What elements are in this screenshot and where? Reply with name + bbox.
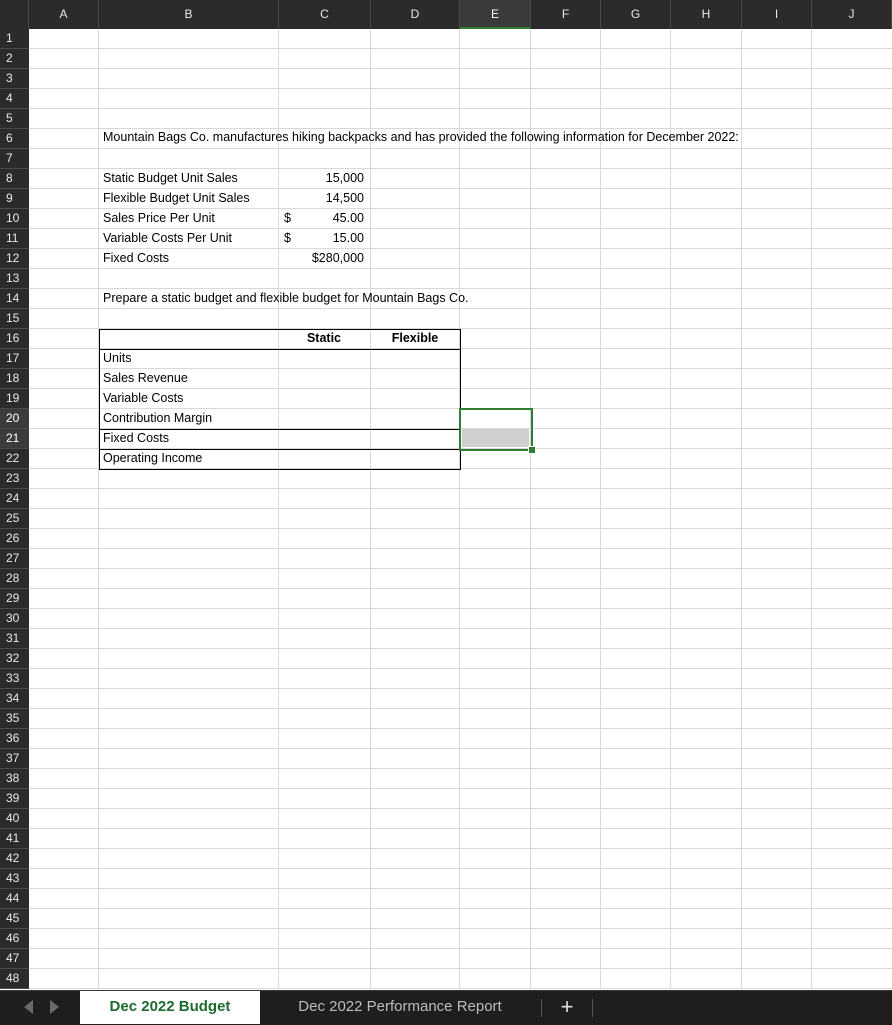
column-header-i[interactable]: I (742, 0, 812, 29)
row-header-31[interactable]: 31 (0, 629, 29, 649)
instruction-text[interactable]: Prepare a static budget and flexible budget for Mountain Bags Co. (103, 291, 469, 305)
table-row-label[interactable]: Variable Costs (103, 391, 184, 405)
column-header-f[interactable]: F (531, 0, 601, 29)
tab-dec-2022-budget[interactable]: Dec 2022 Budget (80, 991, 260, 1024)
selected-cell-range[interactable] (459, 408, 533, 451)
row-header-8[interactable]: 8 (0, 169, 29, 189)
info-value[interactable]: 15.00 (332, 231, 364, 245)
row-header-11[interactable]: 11 (0, 229, 29, 249)
row-header-17[interactable]: 17 (0, 349, 29, 369)
row-header-32[interactable]: 32 (0, 649, 29, 669)
next-sheet-icon[interactable] (50, 1000, 59, 1014)
info-value[interactable]: 15,000 (325, 171, 364, 185)
column-header-e[interactable]: E (460, 0, 531, 29)
row-header-47[interactable]: 47 (0, 949, 29, 969)
row-header-28[interactable]: 28 (0, 569, 29, 589)
column-header-c[interactable]: C (279, 0, 371, 29)
info-value[interactable]: $280,000 (311, 251, 364, 265)
table-row-label[interactable]: Sales Revenue (103, 371, 188, 385)
table-row-label[interactable]: Operating Income (103, 451, 203, 465)
tab-dec-2022-performance-report[interactable]: Dec 2022 Performance Report (298, 998, 502, 1015)
info-label[interactable]: Variable Costs Per Unit (103, 231, 232, 245)
row-header-1[interactable]: 1 (0, 29, 29, 49)
column-header-g[interactable]: G (601, 0, 671, 29)
row-header-19[interactable]: 19 (0, 389, 29, 409)
row-header-16[interactable]: 16 (0, 329, 29, 349)
row-header-37[interactable]: 37 (0, 749, 29, 769)
row-header-4[interactable]: 4 (0, 89, 29, 109)
fill-handle[interactable] (528, 446, 536, 454)
table-row-label[interactable]: Fixed Costs (103, 431, 169, 445)
add-sheet-button[interactable]: + (560, 994, 574, 1019)
info-label[interactable]: Static Budget Unit Sales (103, 171, 238, 185)
row-header-30[interactable]: 30 (0, 609, 29, 629)
row-header-3[interactable]: 3 (0, 69, 29, 89)
row-header-29[interactable]: 29 (0, 589, 29, 609)
row-header-36[interactable]: 36 (0, 729, 29, 749)
column-header-j[interactable]: J (812, 0, 892, 29)
row-header-46[interactable]: 46 (0, 929, 29, 949)
row-header-43[interactable]: 43 (0, 869, 29, 889)
row-header-12[interactable]: 12 (0, 249, 29, 269)
row-header-40[interactable]: 40 (0, 809, 29, 829)
info-value[interactable]: 14,500 (325, 191, 364, 205)
table-row-label[interactable]: Contribution Margin (103, 411, 213, 425)
info-currency: $ (284, 231, 291, 245)
row-header-48[interactable]: 48 (0, 969, 29, 989)
column-header-a[interactable]: A (29, 0, 99, 29)
row-header-6[interactable]: 6 (0, 129, 29, 149)
row-header-45[interactable]: 45 (0, 909, 29, 929)
row-header-27[interactable]: 27 (0, 549, 29, 569)
row-header-9[interactable]: 9 (0, 189, 29, 209)
prev-sheet-icon[interactable] (24, 1000, 33, 1014)
row-header-26[interactable]: 26 (0, 529, 29, 549)
table-row-label[interactable]: Units (103, 351, 132, 365)
row-header-2[interactable]: 2 (0, 49, 29, 69)
row-header-24[interactable]: 24 (0, 489, 29, 509)
row-header-39[interactable]: 39 (0, 789, 29, 809)
row-header-33[interactable]: 33 (0, 669, 29, 689)
row-header-18[interactable]: 18 (0, 369, 29, 389)
info-value[interactable]: 45.00 (332, 211, 364, 225)
column-header-h[interactable]: H (671, 0, 742, 29)
static-header[interactable]: Static (306, 331, 342, 345)
row-header-41[interactable]: 41 (0, 829, 29, 849)
intro-text[interactable]: Mountain Bags Co. manufactures hiking backpacks and has provided the following information for December 2022: (103, 130, 739, 144)
row-header-5[interactable]: 5 (0, 109, 29, 129)
flexible-header[interactable]: Flexible (391, 331, 439, 345)
info-label[interactable]: Flexible Budget Unit Sales (103, 191, 250, 205)
row-header-20[interactable]: 20 (0, 409, 29, 429)
info-label[interactable]: Sales Price Per Unit (103, 211, 215, 225)
row-header-7[interactable]: 7 (0, 149, 29, 169)
row-header-25[interactable]: 25 (0, 509, 29, 529)
sheet-tab-bar (0, 990, 892, 1025)
row-header-34[interactable]: 34 (0, 689, 29, 709)
row-header-44[interactable]: 44 (0, 889, 29, 909)
row-header-38[interactable]: 38 (0, 769, 29, 789)
info-label[interactable]: Fixed Costs (103, 251, 169, 265)
row-header-23[interactable]: 23 (0, 469, 29, 489)
row-header-42[interactable]: 42 (0, 849, 29, 869)
row-header-21[interactable]: 21 (0, 429, 29, 449)
row-header-15[interactable]: 15 (0, 309, 29, 329)
column-header-d[interactable]: D (371, 0, 460, 29)
row-header-14[interactable]: 14 (0, 289, 29, 309)
info-currency: $ (284, 211, 291, 225)
row-header-35[interactable]: 35 (0, 709, 29, 729)
row-header-10[interactable]: 10 (0, 209, 29, 229)
row-header-13[interactable]: 13 (0, 269, 29, 289)
select-all-corner[interactable] (0, 0, 29, 29)
column-header-b[interactable]: B (99, 0, 279, 29)
row-header-22[interactable]: 22 (0, 449, 29, 469)
